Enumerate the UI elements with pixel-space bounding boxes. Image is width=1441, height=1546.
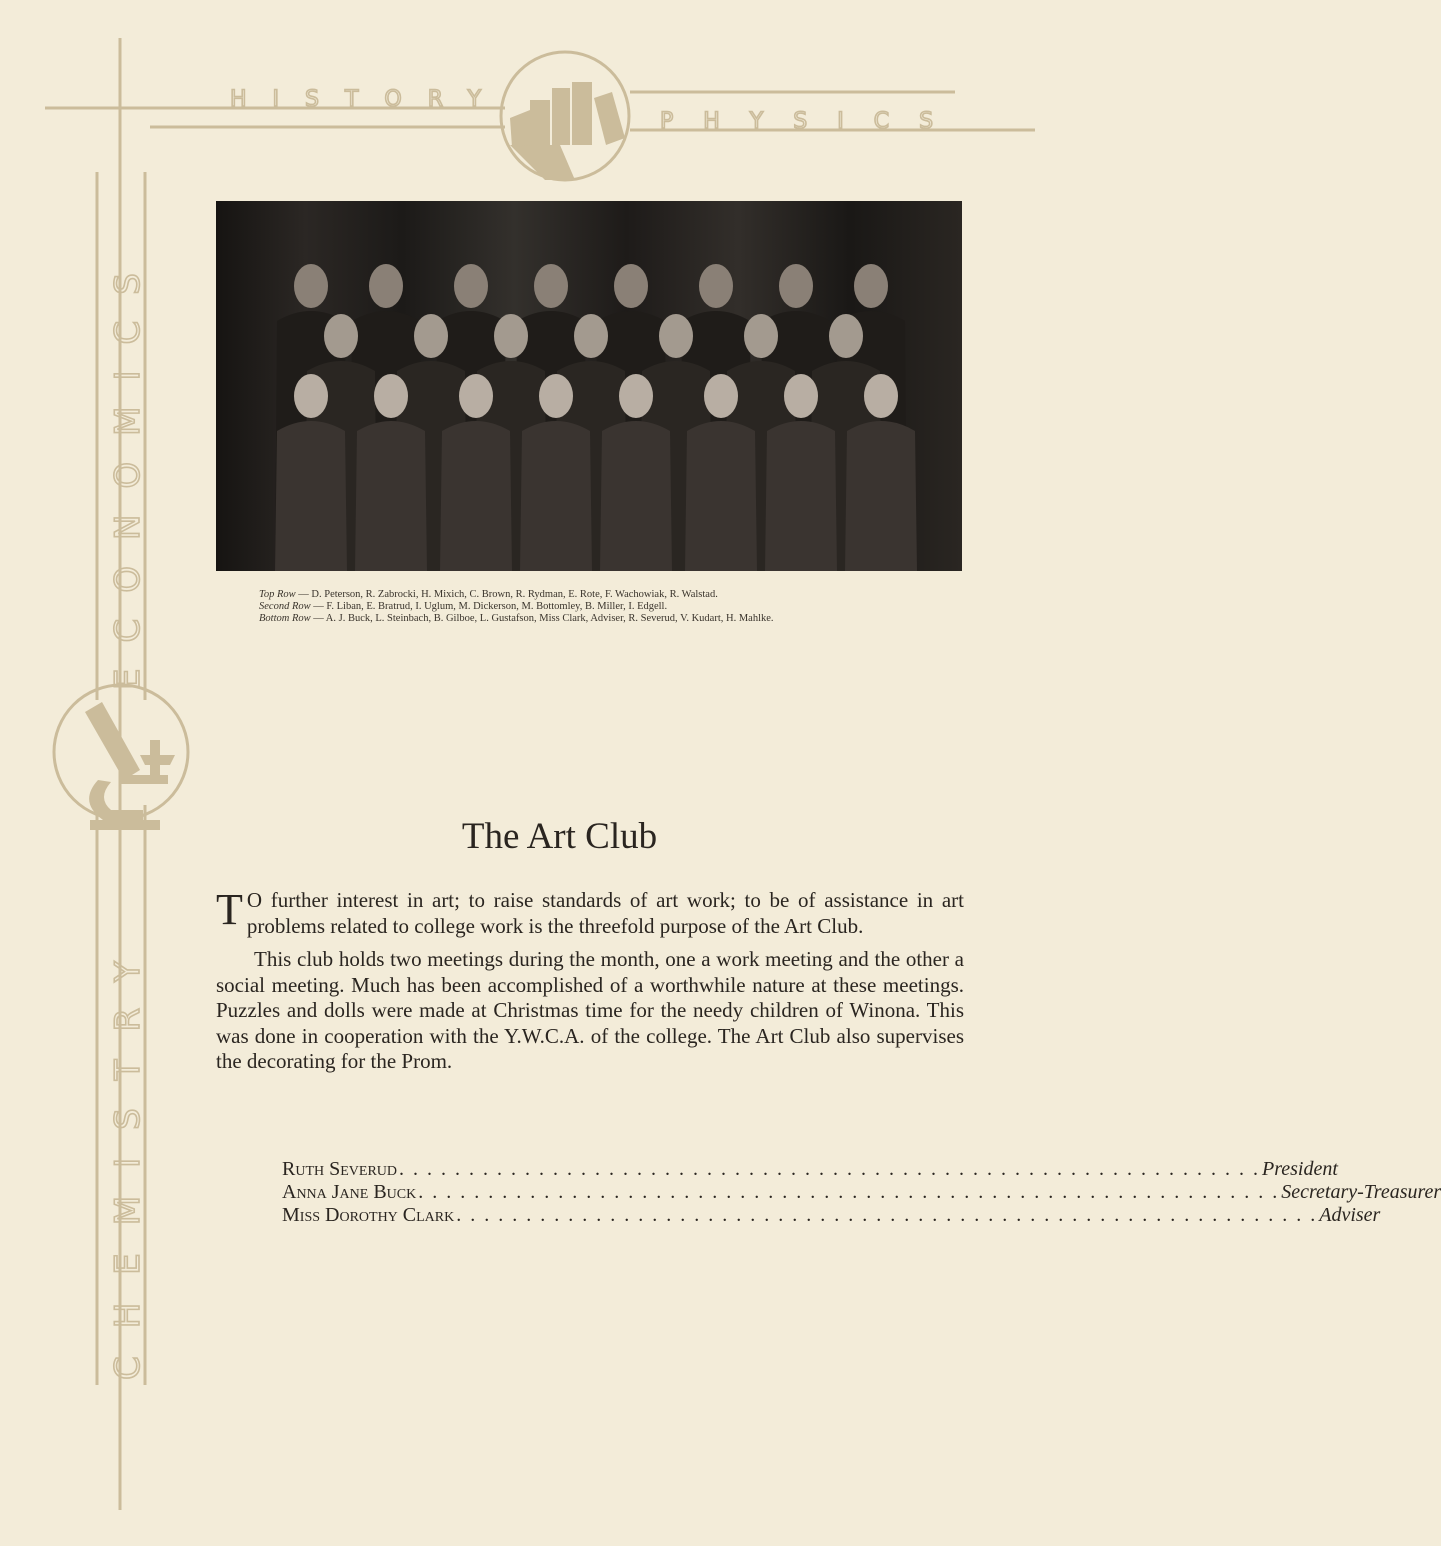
person-head bbox=[534, 264, 568, 308]
person-head bbox=[704, 374, 738, 418]
person-body bbox=[440, 421, 512, 571]
person-head bbox=[744, 314, 778, 358]
person-head bbox=[829, 314, 863, 358]
person-body bbox=[520, 421, 592, 571]
officer-role: Adviser bbox=[1319, 1204, 1381, 1226]
person-head bbox=[784, 374, 818, 418]
officers-list bbox=[282, 1158, 1441, 1227]
person-head bbox=[459, 374, 493, 418]
officer-name: Ruth Severud bbox=[282, 1158, 398, 1180]
person-head bbox=[699, 264, 733, 308]
group-photo bbox=[216, 201, 962, 571]
drop-cap: T bbox=[216, 885, 243, 934]
leader-dots: . . . . . . . . . . . . . . . . . . . . . . . . . . . . . . . . . . . . . . . . . . . . . . . . . . . . . . . . . . . . . . bbox=[456, 1204, 1318, 1226]
person-body bbox=[685, 421, 757, 571]
article-body bbox=[216, 885, 964, 1075]
chemistry-word: CHEMISTRY bbox=[108, 933, 148, 1380]
caption-second-row: Second Row — F. Liban, E. Bratrud, I. Uglum, M. Dickerson, M. Bottomley, B. Miller, I. Edgell. bbox=[259, 601, 668, 612]
paragraph-purpose: T O further interest in art; to raise standards of art work; to be of assistance in art problems related to college work is the threefold purpose of the Art Club. bbox=[216, 885, 964, 938]
person-head bbox=[659, 314, 693, 358]
person-body bbox=[275, 421, 347, 571]
person-head bbox=[294, 374, 328, 418]
caption-bottom-row: Bottom Row — A. J. Buck, L. Steinbach, B. Gilboe, L. Gustafson, Miss Clark, Adviser, R. Severud, V. Kudart, H. Mahlke. bbox=[259, 613, 774, 624]
officer-role: President bbox=[1262, 1158, 1338, 1180]
microscope-icon bbox=[85, 702, 175, 830]
person-body bbox=[600, 421, 672, 571]
person-head bbox=[324, 314, 358, 358]
person-head bbox=[854, 264, 888, 308]
page-title: The Art Club bbox=[461, 816, 658, 857]
person-head bbox=[369, 264, 403, 308]
officer-row bbox=[282, 1204, 1381, 1227]
person-head bbox=[539, 374, 573, 418]
photo-captions bbox=[259, 589, 959, 625]
person-head bbox=[574, 314, 608, 358]
officer-name: Miss Dorothy Clark bbox=[282, 1204, 455, 1226]
officer-role: Secretary-Treasurer bbox=[1281, 1181, 1441, 1203]
physics-word: PHYSICS bbox=[660, 109, 964, 134]
person-body bbox=[355, 421, 427, 571]
person-head bbox=[374, 374, 408, 418]
person-body bbox=[765, 421, 837, 571]
person-head bbox=[454, 264, 488, 308]
person-head bbox=[414, 314, 448, 358]
economics-word: ECONOMICS bbox=[108, 247, 148, 690]
group-of-people bbox=[275, 264, 917, 571]
paragraph-activities: This club holds two meetings during the month, one a work meeting and the other a social meeting. Much has been accomplished of a worthwhile nature at these meetings. Puzzles and dolls were made at Christmas time for the needy children of Winona. This was done in cooperation with the Y.W.C.A. of the college. The Art Club also supervises the decorating for the Prom. bbox=[216, 947, 964, 1073]
leader-dots: . . . . . . . . . . . . . . . . . . . . . . . . . . . . . . . . . . . . . . . . . . . . . . . . . . . . . . . . . . . . . . bbox=[418, 1181, 1280, 1203]
person-head bbox=[494, 314, 528, 358]
officer-name: Anna Jane Buck bbox=[282, 1181, 417, 1203]
caption-top-row: Top Row — D. Peterson, R. Zabrocki, H. Mixich, C. Brown, R. Rydman, E. Rote, F. Wachowiak, R. Walstad. bbox=[259, 589, 718, 600]
officer-row bbox=[282, 1158, 1338, 1181]
person-head bbox=[864, 374, 898, 418]
leader-dots: . . . . . . . . . . . . . . . . . . . . . . . . . . . . . . . . . . . . . . . . . . . . . . . . . . . . . . . . . . . . . . bbox=[399, 1158, 1261, 1180]
officer-row bbox=[282, 1181, 1441, 1204]
history-word: HISTORY bbox=[230, 87, 508, 112]
person-head bbox=[779, 264, 813, 308]
person-head bbox=[614, 264, 648, 308]
person-head bbox=[294, 264, 328, 308]
person-head bbox=[619, 374, 653, 418]
person-body bbox=[845, 421, 917, 571]
